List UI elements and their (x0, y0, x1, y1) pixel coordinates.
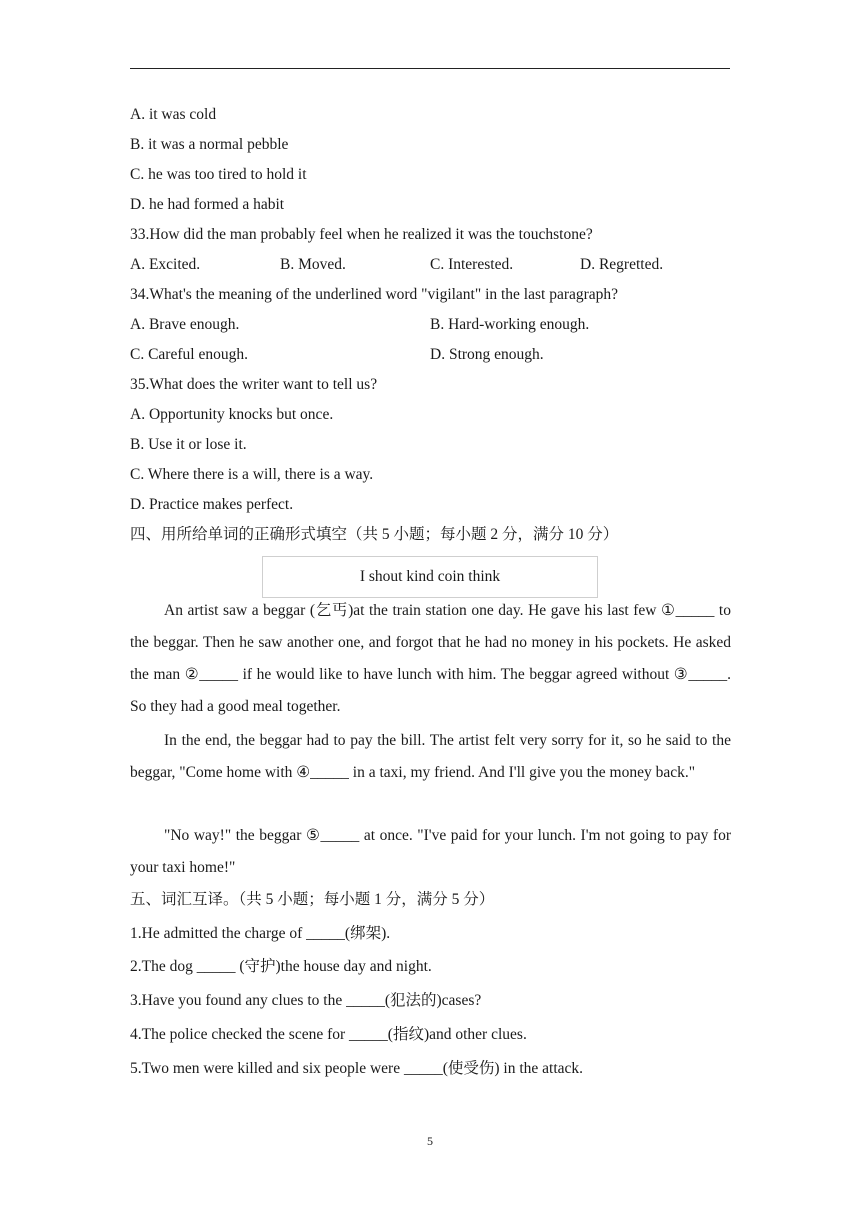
section4-paragraph-3 (130, 820, 731, 884)
q33-option-c: C. Interested. (430, 256, 514, 273)
section4-heading: 四、用所给单词的正确形式填空（共 5 小题；每小题 2 分，满分 10 分） (130, 526, 619, 543)
section4-paragraph-2-text: In the end, the beggar had to pay the bill. The artist felt very sorry for it, so he said to the beggar, "Come home with ④_____ in a taxi, my friend. And I'll give you the money back." (130, 732, 731, 781)
section4-paragraph-2 (130, 725, 731, 789)
section5-item-2: 2.The dog _____ (守护)the house day and night. (130, 958, 432, 975)
q34-option-a: A. Brave enough. (130, 316, 240, 333)
section5-heading: 五、词汇互译。（共 5 小题；每小题 1 分，满分 5 分） (130, 891, 495, 908)
section5-item-3: 3.Have you found any clues to the _____(犯法的)cases? (130, 992, 482, 1009)
q34-option-c: C. Careful enough. (130, 346, 248, 363)
q35-option-c: C. Where there is a will, there is a way. (130, 466, 374, 483)
q33-stem: 33.How did the man probably feel when he realized it was the touchstone? (130, 226, 593, 243)
section5-item-5: 5.Two men were killed and six people were _____(使受伤) in the attack. (130, 1060, 584, 1077)
q33-option-b: B. Moved. (280, 256, 346, 273)
section5-item-4: 4.The police checked the scene for _____(指纹)and other clues. (130, 1026, 527, 1043)
q32-option-c: C. he was too tired to hold it (130, 166, 307, 183)
section5-item-1: 1.He admitted the charge of _____(绑架). (130, 925, 391, 942)
q33-option-d: D. Regretted. (580, 256, 664, 273)
q35-stem: 35.What does the writer want to tell us? (130, 376, 378, 393)
page-number: 5 (427, 1134, 433, 1148)
q35-option-a: A. Opportunity knocks but once. (130, 406, 334, 423)
section4-paragraph-1-text: An artist saw a beggar (乞丐)at the train station one day. He gave his last few ①_____ to the beggar. Then he saw another one, and forgot that he had no money in his pockets. He asked the man ②_____ if he would like to have lunch with him. The beggar agreed without ③_____. So they had a good meal together. (130, 602, 731, 715)
q33-option-a: A. Excited. (130, 256, 201, 273)
q32-option-d: D. he had formed a habit (130, 196, 285, 213)
word-box-text: I shout kind coin think (359, 568, 501, 585)
word-box (262, 556, 598, 598)
q34-option-b: B. Hard-working enough. (430, 316, 590, 333)
section4-paragraph-3-text: "No way!" the beggar ⑤_____ at once. "I've paid for your lunch. I'm not going to pay for your taxi home!" (130, 827, 731, 876)
q35-option-b: B. Use it or lose it. (130, 436, 247, 453)
q35-option-d: D. Practice makes perfect. (130, 496, 294, 513)
section4-paragraph-1 (130, 595, 731, 723)
q34-option-d: D. Strong enough. (430, 346, 544, 363)
q32-option-a: A. it was cold (130, 106, 217, 123)
header-rule (130, 68, 730, 69)
q32-option-b: B. it was a normal pebble (130, 136, 289, 153)
q34-stem: 34.What's the meaning of the underlined word "vigilant" in the last paragraph? (130, 286, 619, 303)
